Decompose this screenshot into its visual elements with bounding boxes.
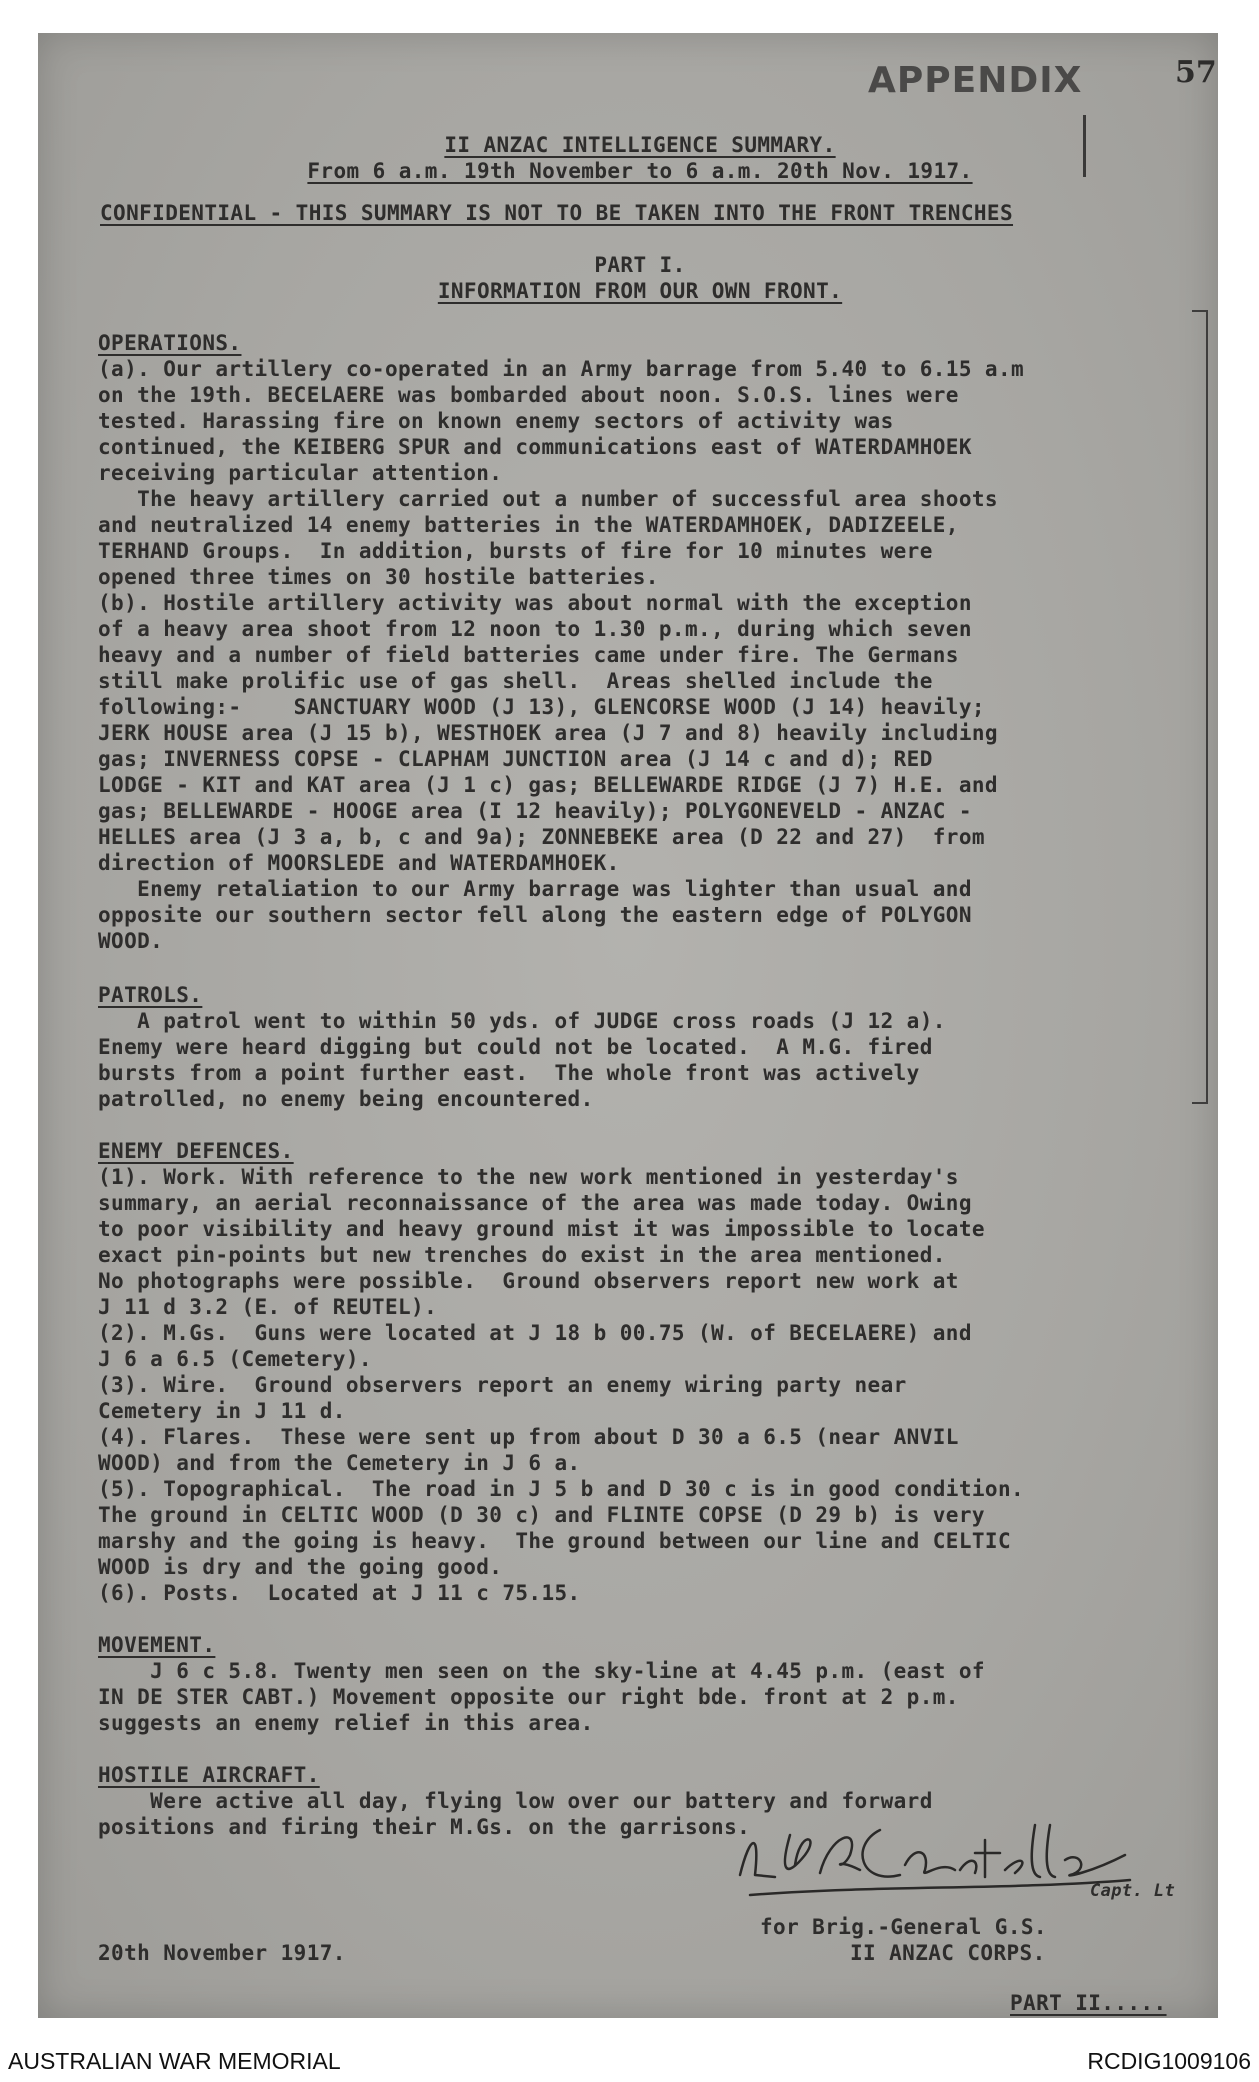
signature bbox=[730, 1815, 1150, 1905]
operations-line: TERHAND Groups. In addition, bursts of fire for 10 minutes were bbox=[98, 539, 933, 563]
aircraft-line: positions and firing their M.Gs. on the garrisons. bbox=[98, 1815, 751, 1839]
operations-line: Enemy retaliation to our Army barrage was lighter than usual and bbox=[98, 877, 972, 901]
operations-line: heavy and a number of field batteries came under fire. The Germans bbox=[98, 643, 959, 667]
page-number: 57 bbox=[1175, 55, 1217, 90]
defences-line: Cemetery in J 11 d. bbox=[98, 1399, 346, 1423]
operations-line: and neutralized 14 enemy batteries in the WATERDAMHOEK, DADIZEELE, bbox=[98, 513, 959, 537]
defences-line: (5). Topographical. The road in J 5 b and D 30 c is in good condition. bbox=[98, 1477, 1025, 1501]
part-label: PART I. bbox=[594, 253, 686, 277]
operations-line: following:- SANCTUARY WOOD (J 13), GLENCORSE WOOD (J 14) heavily; bbox=[98, 695, 985, 719]
part-title: INFORMATION FROM OUR OWN FRONT. bbox=[437, 279, 843, 303]
document-date: 20th November 1917. bbox=[98, 1941, 346, 1965]
defences-line: to poor visibility and heavy ground mist it was impossible to locate bbox=[98, 1217, 985, 1241]
operations-line: (a). Our artillery co-operated in an Army barrage from 5.40 to 6.15 a.m bbox=[98, 357, 1025, 381]
archive-credit: AUSTRALIAN WAR MEMORIAL bbox=[8, 2048, 341, 2074]
patrols-line: patrolled, no enemy being encountered. bbox=[98, 1087, 594, 1111]
appendix-stamp: APPENDIX bbox=[868, 60, 1083, 101]
movement-line: IN DE STER CABT.) Movement opposite our right bde. front at 2 p.m. bbox=[98, 1685, 959, 1709]
defences-line: The ground in CELTIC WOOD (D 30 c) and FLINTE COPSE (D 29 b) is very bbox=[98, 1503, 985, 1527]
operations-line: JERK HOUSE area (J 15 b), WESTHOEK area (J 7 and 8) heavily including bbox=[98, 721, 998, 745]
operations-heading: OPERATIONS. bbox=[98, 331, 242, 355]
continued-note: PART II..... bbox=[1010, 1991, 1167, 2015]
patrols-line: bursts from a point further east. The whole front was actively bbox=[98, 1061, 920, 1085]
operations-line: continued, the KEIBERG SPUR and communications east of WATERDAMHOEK bbox=[98, 435, 972, 459]
aircraft-line: Were active all day, flying low over our battery and forward bbox=[98, 1789, 933, 1813]
defences-line: J 6 a 6.5 (Cemetery). bbox=[98, 1347, 372, 1371]
operations-line: HELLES area (J 3 a, b, c and 9a); ZONNEBEKE area (D 22 and 27) from bbox=[98, 825, 985, 849]
patrols-heading: PATROLS. bbox=[98, 983, 203, 1007]
operations-line: LODGE - KIT and KAT area (J 1 c) gas; BELLEWARDE RIDGE (J 7) H.E. and bbox=[98, 773, 998, 797]
defences-heading: ENEMY DEFENCES. bbox=[98, 1139, 294, 1163]
operations-line: still make prolific use of gas shell. Areas shelled include the bbox=[98, 669, 933, 693]
movement-line: suggests an enemy relief in this area. bbox=[98, 1711, 594, 1735]
defences-line: marshy and the going is heavy. The ground between our line and CELTIC bbox=[98, 1529, 1012, 1553]
margin-bracket bbox=[1192, 310, 1208, 1104]
defences-line: (6). Posts. Located at J 11 c 75.15. bbox=[98, 1581, 581, 1605]
movement-line: J 6 c 5.8. Twenty men seen on the sky-line at 4.45 p.m. (east of bbox=[98, 1659, 985, 1683]
patrols-line: Enemy were heard digging but could not be located. A M.G. fired bbox=[98, 1035, 933, 1059]
defences-line: WOOD) and from the Cemetery in J 6 a. bbox=[98, 1451, 581, 1475]
operations-line: WOOD. bbox=[98, 929, 164, 953]
signed-for: for Brig.-General G.S. bbox=[760, 1915, 1047, 1939]
defences-line: (2). M.Gs. Guns were located at J 18 b 00.75 (W. of BECELAERE) and bbox=[98, 1321, 972, 1345]
patrols-line: A patrol went to within 50 yds. of JUDGE cross roads (J 12 a). bbox=[98, 1009, 946, 1033]
defences-line: (3). Wire. Ground observers report an enemy wiring party near bbox=[98, 1373, 907, 1397]
operations-line: The heavy artillery carried out a number of successful area shoots bbox=[98, 487, 998, 511]
operations-line: opposite our southern sector fell along the eastern edge of POLYGON bbox=[98, 903, 972, 927]
defences-line: summary, an aerial reconnaissance of the area was made today. Owing bbox=[98, 1191, 972, 1215]
defences-line: (4). Flares. These were sent up from about D 30 a 6.5 (near ANVIL bbox=[98, 1425, 959, 1449]
operations-line: gas; INVERNESS COPSE - CLAPHAM JUNCTION area (J 14 c and d); RED bbox=[98, 747, 933, 771]
operations-line: opened three times on 30 hostile batteries. bbox=[98, 565, 659, 589]
document-title: II ANZAC INTELLIGENCE SUMMARY. bbox=[444, 133, 836, 157]
defences-line: exact pin-points but new trenches do exist in the area mentioned. bbox=[98, 1243, 946, 1267]
defences-line: J 11 d 3.2 (E. of REUTEL). bbox=[98, 1295, 438, 1319]
operations-line: direction of MOORSLEDE and WATERDAMHOEK. bbox=[98, 851, 620, 875]
movement-heading: MOVEMENT. bbox=[98, 1633, 216, 1657]
operations-line: gas; BELLEWARDE - HOOGE area (I 12 heavily); POLYGONEVELD - ANZAC - bbox=[98, 799, 972, 823]
document-period: From 6 a.m. 19th November to 6 a.m. 20th Nov. 1917. bbox=[307, 159, 973, 183]
operations-line: tested. Harassing fire on known enemy sectors of activity was bbox=[98, 409, 894, 433]
defences-line: No photographs were possible. Ground observers report new work at bbox=[98, 1269, 959, 1293]
operations-line: of a heavy area shoot from 12 noon to 1.30 p.m., during which seven bbox=[98, 617, 972, 641]
operations-line: (b). Hostile artillery activity was about normal with the exception bbox=[98, 591, 972, 615]
archive-id: RCDIG1009106 bbox=[1087, 2048, 1251, 2074]
defences-line: WOOD is dry and the going good. bbox=[98, 1555, 503, 1579]
operations-line: on the 19th. BECELAERE was bombarded about noon. S.O.S. lines were bbox=[98, 383, 959, 407]
operations-line: receiving particular attention. bbox=[98, 461, 503, 485]
document-page bbox=[60, 40, 1220, 2015]
defences-line: (1). Work. With reference to the new work mentioned in yesterday's bbox=[98, 1165, 959, 1189]
corps-name: II ANZAC CORPS. bbox=[850, 1941, 1046, 1965]
signature-rank: Capt. Lt bbox=[1090, 1881, 1176, 1901]
confidential-notice: CONFIDENTIAL - THIS SUMMARY IS NOT TO BE TAKEN INTO THE FRONT TRENCHES bbox=[100, 201, 1014, 225]
aircraft-heading: HOSTILE AIRCRAFT. bbox=[98, 1763, 320, 1787]
